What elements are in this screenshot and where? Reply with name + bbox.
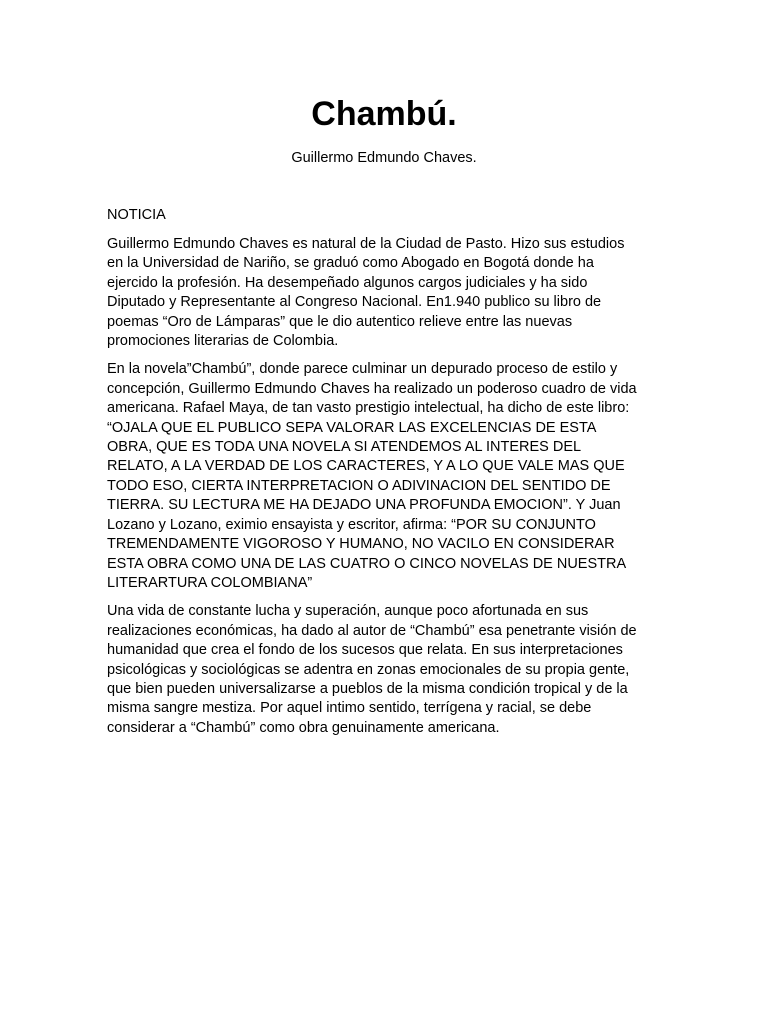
document-title: Chambú.: [311, 95, 457, 133]
section-heading: NOTICIA: [107, 207, 166, 223]
document-body: [107, 205, 667, 747]
paragraph-author-vision: Una vida de constante lucha y superación, aunque poco afortunada en sus realizaciones económicas, ha dado al autor de “Chambú” esa penetrante visión de humanidad que crea el fondo de los sucesos que relata. En sus interpretaciones psicológicas y sociológicas se adentra en zonas emocionales de su propia gente, que bien pueden universalizarse a pueblos de la misma condición tropical y de la misma sangre mestiza. Por aquel intimo sentido, terrígena y racial, se debe considerar a “Chambú” como obra genuinamente americana.: [107, 603, 637, 736]
document-author: Guillermo Edmundo Chaves.: [291, 150, 477, 166]
paragraph-novel-review: En la novela”Chambú”, donde parece culminar un depurado proceso de estilo y concepción, Guillermo Edmundo Chaves ha realizado un poderoso cuadro de vida americana. Rafael Maya, de tan vasto prestigio intelectual, ha dicho de este libro: “OJALA QUE EL PUBLICO SEPA VALORAR LAS EXCELENCIAS DE ESTA OBRA, QUE ES TODA UNA NOVELA SI ATENDEMOS AL INTERES DEL RELATO, A LA VERDAD DE LOS CARACTERES, Y A LO QUE VALE MAS QUE TODO ESO, CIERTA INTERPRETACION O ADIVINACION DEL SENTIDO DE TIERRA. SU LECTURA ME HA DEJADO UNA PROFUNDA EMOCION”. Y Juan Lozano y Lozano, eximio ensayista y escritor, afirma: “POR SU CONJUNTO TREMENDAMENTE VIGOROSO Y HUMANO, NO VACILO EN CONSIDERAR ESTA OBRA COMO UNA DE LAS CUATRO O CINCO NOVELAS DE NUESTRA LITERARTURA COLOMBIANA”: [107, 361, 637, 591]
paragraph-biography: Guillermo Edmundo Chaves es natural de la Ciudad de Pasto. Hizo sus estudios en la Universidad de Nariño, se graduó como Abogado en Bogotá donde ha ejercido la profesión. Ha desempeñado algunos cargos judiciales y ha sido Diputado y Representante al Congreso Nacional. En1.940 publico su libro de poemas “Oro de Lámparas” que le dio autentico relieve entre las nuevas promociones literarias de Colombia.: [107, 236, 625, 350]
